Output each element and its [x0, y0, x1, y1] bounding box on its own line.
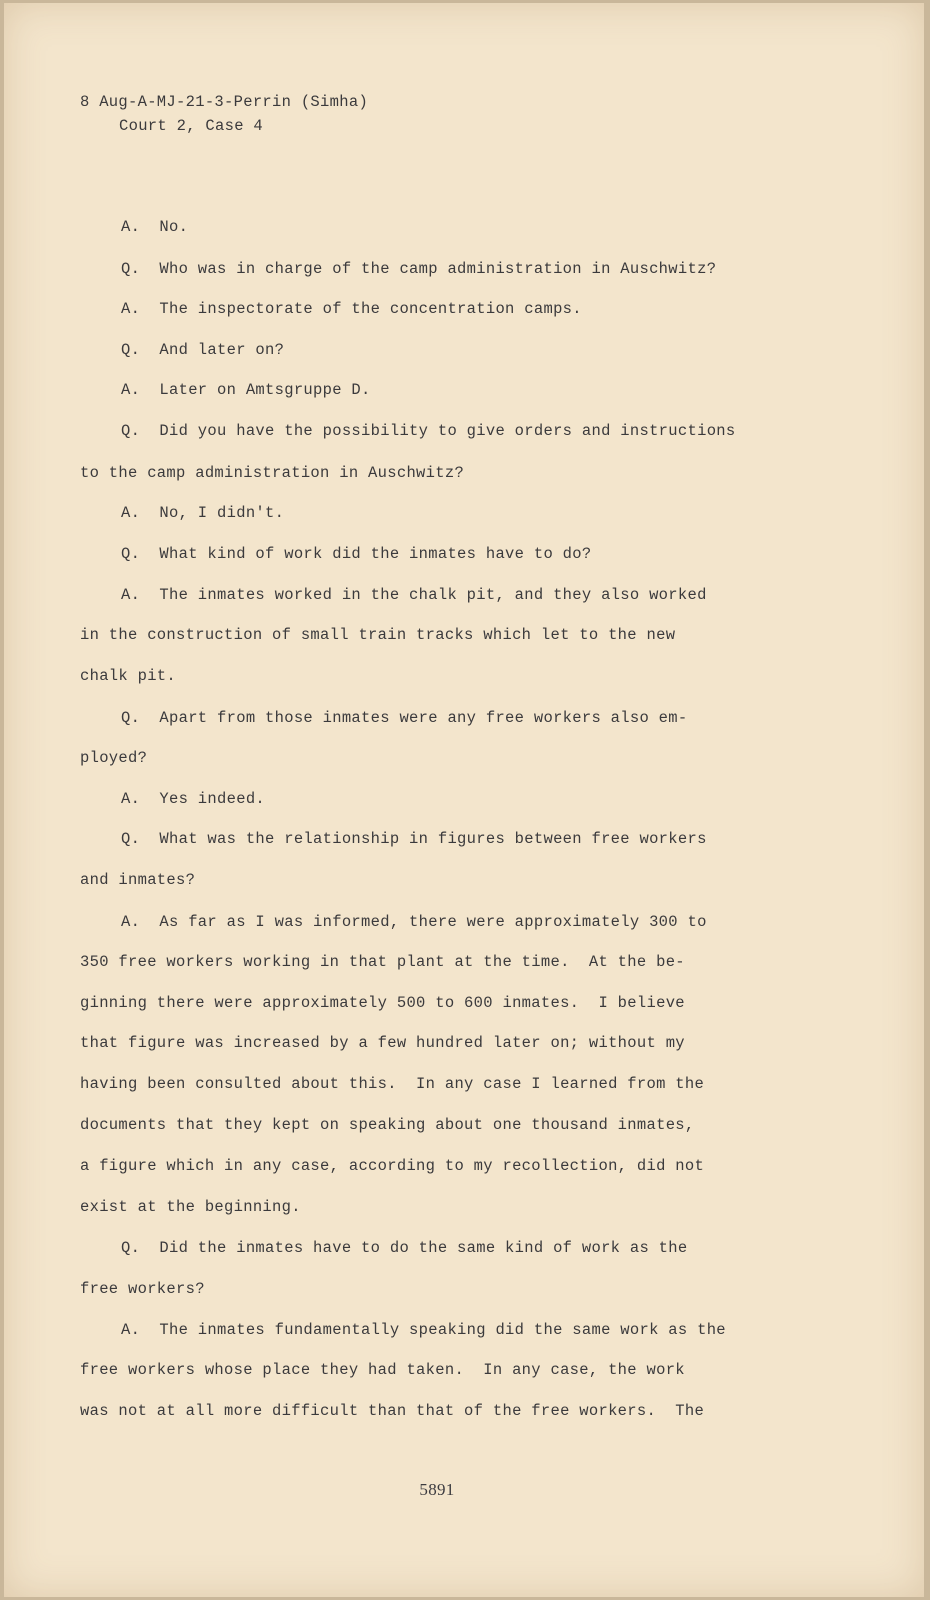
- transcript-line: A. No.: [121, 218, 189, 236]
- transcript-line: A. Yes indeed.: [121, 790, 266, 808]
- transcript-line: ginning there were approximately 500 to 600 inmates. I believe: [80, 994, 685, 1012]
- transcript-line: that figure was increased by a few hundred later on; without my: [80, 1034, 685, 1052]
- transcript-line: documents that they kept on speaking about one thousand inmates,: [80, 1116, 695, 1134]
- transcript-line: free workers whose place they had taken. In any case, the work: [80, 1361, 685, 1379]
- transcript-line: A. The inmates fundamentally speaking did the same work as the: [121, 1321, 726, 1339]
- transcript-line: A. The inspectorate of the concentration camps.: [121, 300, 582, 318]
- transcript-line: Q. What kind of work did the inmates have to do?: [121, 545, 592, 563]
- transcript-line: and inmates?: [80, 871, 196, 889]
- transcript-line: 350 free workers working in that plant at the time. At the be-: [80, 953, 685, 971]
- document-page: [4, 3, 924, 1597]
- transcript-line: chalk pit.: [80, 667, 177, 685]
- page-number: 5891: [419, 1480, 455, 1499]
- header-reference: 8 Aug-A-MJ-21-3-Perrin (Simha): [80, 93, 369, 111]
- transcript-line: Q. Did the inmates have to do the same kind of work as the: [121, 1239, 688, 1257]
- transcript-line: Q. Who was in charge of the camp administration in Auschwitz?: [121, 260, 717, 278]
- transcript-line: A. No, I didn't.: [121, 504, 285, 522]
- transcript-line: A. As far as I was informed, there were approximately 300 to: [121, 913, 707, 931]
- transcript-line: to the camp administration in Auschwitz?: [80, 464, 465, 482]
- header-court-case: Court 2, Case 4: [119, 117, 264, 135]
- transcript-line: A. Later on Amtsgruppe D.: [121, 381, 371, 399]
- transcript-line: exist at the beginning.: [80, 1198, 301, 1216]
- transcript-line: having been consulted about this. In any case I learned from the: [80, 1075, 705, 1093]
- transcript-line: a figure which in any case, according to my recollection, did not: [80, 1157, 705, 1175]
- transcript-line: free workers?: [80, 1280, 205, 1298]
- transcript-line: Q. What was the relationship in figures between free workers: [121, 830, 707, 848]
- transcript-line: ployed?: [80, 749, 148, 767]
- transcript-line: Q. Apart from those inmates were any free workers also em-: [121, 709, 688, 727]
- transcript-line: in the construction of small train tracks which let to the new: [80, 626, 676, 644]
- transcript-line: A. The inmates worked in the chalk pit, and they also worked: [121, 586, 707, 604]
- transcript-line: Q. And later on?: [121, 341, 285, 359]
- transcript-line: Q. Did you have the possibility to give orders and instructions: [121, 422, 736, 440]
- transcript-line: was not at all more difficult than that of the free workers. The: [80, 1402, 705, 1420]
